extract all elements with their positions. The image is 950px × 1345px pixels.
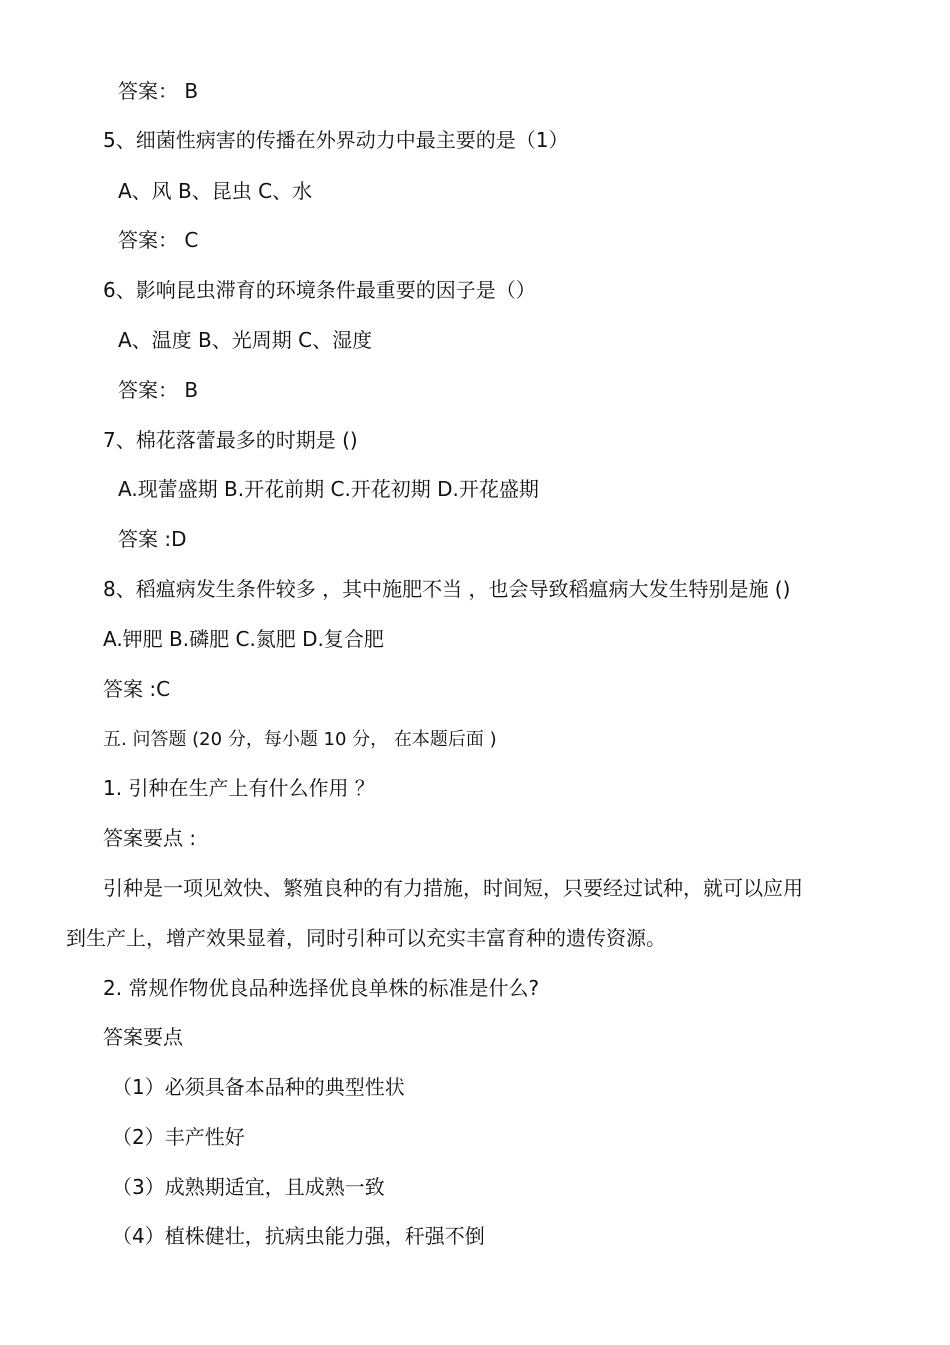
answer-line: 答案： B (118, 378, 199, 402)
answer-line: 答案： B (118, 79, 199, 103)
essay-question-2: 2. 常规作物优良品种选择优良单株的标准是什么? (103, 976, 540, 1000)
answer-point-1: （1）必须具备本品种的典型性状 (112, 1075, 405, 1099)
answer-paragraph-continued: 到生产上，增产效果显着，同时引种可以充实丰富育种的遗传资源。 (66, 926, 666, 950)
answer-line: 答案： C (118, 228, 199, 252)
essay-question-1: 1. 引种在生产上有什么作用 ？ (103, 776, 375, 800)
answer-point-3: （3）成熟期适宜，且成熟一致 (112, 1175, 385, 1199)
question-5-options: A、风 B、昆虫 C、水 (118, 179, 313, 203)
question-8-options: A.钾肥 B.磷肥 C.氮肥 D.复合肥 (103, 627, 384, 651)
question-6: 6、影响昆虫滞育的环境条件最重要的因子是（） (103, 278, 536, 302)
answer-paragraph: 引种是一项见效快、繁殖良种的有力措施，时间短，只要经过试种，就可以应用 (103, 876, 803, 900)
question-7: 7、棉花落蕾最多的时期是 () (103, 428, 358, 452)
question-8: 8、稻瘟病发生条件较多 ，其中施肥不当 ，也会导致稻瘟病大发生特别是施 () (103, 577, 791, 601)
question-6-options: A、温度 B、光周期 C、湿度 (118, 328, 373, 352)
answer-point-2: （2）丰产性好 (112, 1125, 245, 1149)
question-7-options: A.现蕾盛期 B.开花前期 C.开花初期 D.开花盛期 (118, 477, 539, 501)
section-heading: 五. 问答题 (20 分，每小题 10 分， 在本题后面 ) (103, 729, 497, 750)
answer-line: 答案 :D (118, 527, 187, 551)
answer-line: 答案 :C (103, 677, 171, 701)
answer-points-label: 答案要点 : (103, 826, 197, 850)
question-5: 5、细菌性病害的传播在外界动力中最主要的是（1） (103, 128, 569, 152)
answer-points-label: 答案要点 (103, 1025, 183, 1049)
answer-point-4: （4）植株健壮，抗病虫能力强，秆强不倒 (112, 1224, 485, 1248)
